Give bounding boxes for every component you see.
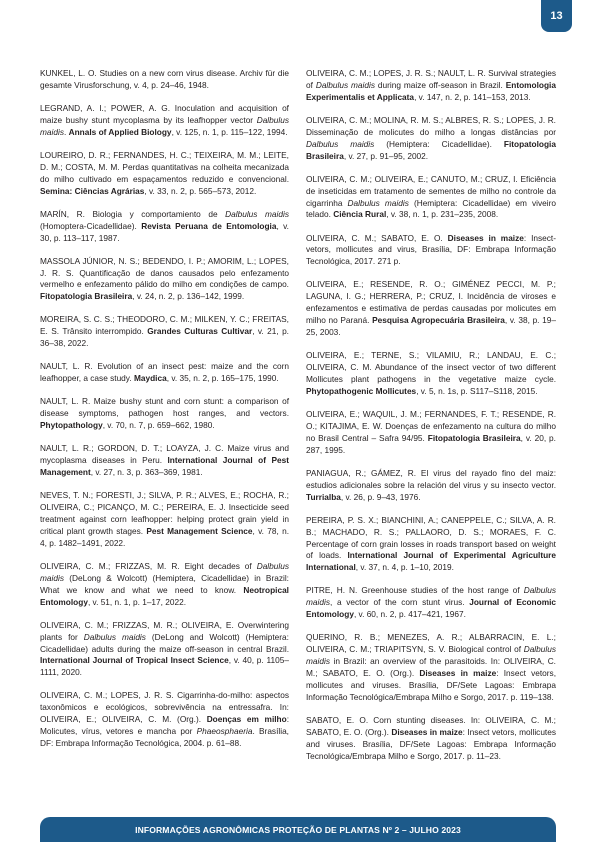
reference-text: OLIVEIRA, E.; TERNE, S.; VILAMIU, R.; LANDAU, E. C.; OLIVEIRA, C. M. Abundance of the insect vector of two different Mollicutes plant pathogens in the vegetative maize cycle. xyxy=(306,350,556,384)
reference-text: MOREIRA, S. C. S.; THEODORO, C. M.; MILKEN, Y. C.; FREITAS, E. S. Trânsito interrompido. xyxy=(40,314,289,337)
reference-text: OLIVEIRA, C. M.; SABATO, E. O. xyxy=(306,232,448,243)
reference-text: OLIVEIRA, E.; RESENDE, R. O.; GIMÉNEZ PECCI, M. P.; LAGUNA, I. G.; HERRERA, P.; CRUZ, I. Incidência de viroses e enfezamentos e estimativa de perdas causadas por molicutes em milho no Paraná. xyxy=(306,279,556,326)
reference-text: , v. 26, p. 9–43, 1976. xyxy=(340,491,421,502)
species-name: Dalbulus maidis xyxy=(83,631,146,642)
reference-text: PITRE, H. N. Greenhouse studies of the host range of xyxy=(306,585,524,596)
reference-text: OLIVEIRA, C. M.; OLIVEIRA, E.; CANUTO, M.; CRUZ, I. Eficiência de inseticidas em tratamento de sementes de milho no controle da cigarrinha xyxy=(306,173,556,208)
species-name: Dalbulus maidis xyxy=(315,79,375,90)
reference-entry xyxy=(40,103,289,139)
reference-text: LOUREIRO, D. R.; FERNANDES, H. C.; TEIXEIRA, M. M.; LEITE, D. M.; COSTA, M. M. Perdas quantitativas na colheita mecanizada do milho cultivado em espaçamentos reduzido e convencional. xyxy=(40,149,289,184)
reference-text: during maize off-season in Brazil. xyxy=(375,79,506,90)
references-left-column xyxy=(40,68,289,761)
reference-text: LEGRAND, A. I.; POWER, A. G. Inoculation and acquisition of maize bushy stunt mycoplasma by its leafhopper vector xyxy=(40,103,289,125)
reference-source-title: Turrialba xyxy=(306,491,341,502)
reference-text: OLIVEIRA, C. M.; MOLINA, R. M. S.; ALBRES, R. S.; LOPES, J. R. Disseminação de molicutes do milho a longas distâncias por xyxy=(306,114,556,137)
reference-source-title: Journal of Economic Entomology xyxy=(306,597,556,620)
reference-text: , v. 51, n. 1, p. 1–17, 2022. xyxy=(87,596,187,607)
reference-text: QUERINO, R. B.; MENEZES, A. R.; ALBARRACIN, E. L.; OLIVEIRA, C. M.; TRIAPITSYN, S. V. Biological control of xyxy=(306,632,556,655)
references-right-column xyxy=(306,68,556,774)
reference-entry xyxy=(306,174,556,222)
reference-text: , v. 5, n. 1s, p. S117–S118, 2015. xyxy=(416,385,538,396)
reference-text: OLIVEIRA, C. M.; FRIZZAS, M. R.; OLIVEIRA, E. Overwintering plants for xyxy=(40,619,289,642)
reference-text: , v. 30, p. 113–117, 1987. xyxy=(40,220,289,243)
reference-text: MARÍN, R. Biologia y comportamiento de xyxy=(40,208,226,219)
reference-entry xyxy=(306,68,556,104)
reference-text: , v. 78, n. 4, p. 1482–1491, 2022. xyxy=(40,525,290,548)
species-name: Dalbulus maidis xyxy=(225,208,289,219)
reference-source-title: Pesquisa Agropecuária Brasileira xyxy=(372,315,505,326)
reference-entry xyxy=(40,396,289,432)
reference-source-title: Diseases in maize xyxy=(419,668,497,679)
species-name: Dalbulus maidis xyxy=(40,560,289,583)
reference-entry xyxy=(40,150,289,198)
species-name: Phaeosphaeria xyxy=(196,726,253,737)
reference-text: , v. 70, n. 7, p. 659–662, 1980. xyxy=(102,420,215,431)
reference-text: , v. 60, n. 2, p. 417–421, 1967. xyxy=(353,609,466,620)
reference-entry xyxy=(306,233,556,269)
reference-text: : Insect-vetors, mollicutes and virus, Brasília, DF: Embrapa Informação Tecnológica, 2017. 271 p. xyxy=(306,232,556,267)
reference-text: , v. 37, n. 4, p. 1–10, 2019. xyxy=(355,562,454,573)
reference-text: (Hemiptera: Cicadellidae). xyxy=(374,138,504,149)
reference-entry xyxy=(306,350,556,398)
reference-text: : Insect vetors, mollicutes and viruses. Brasília, DF/Sete Lagoas: Embrapa Informação Tecnológica/Embrapa Milho e Sorgo, 2017. p. 11–23. xyxy=(306,726,556,761)
reference-text: . Brasília, DF: Embrapa Informação Tecnológica, 2004. p. 61–88. xyxy=(40,726,289,749)
reference-text: , a vector of the corn stunt virus. xyxy=(329,597,470,608)
reference-source-title: Semina: Ciências Agrárias xyxy=(40,185,145,196)
page-number: 13 xyxy=(550,10,563,22)
species-name: Dalbulus maidis xyxy=(306,644,556,667)
reference-text: SABATO, E. O. Corn stunting diseases. In: OLIVEIRA, C. M.; SABATO, E. O. (Org.). xyxy=(306,714,556,737)
reference-entry xyxy=(40,68,289,92)
reference-text: , v. 21, p. 36–38, 2022. xyxy=(40,326,289,349)
reference-entry xyxy=(40,620,289,680)
reference-text: OLIVEIRA, C. M.; LOPES, J. R. S. Cigarrinha-do-milho: aspectos taxonômicos e ecológicos, sobrevivência na entressafra. In: OLIVEIRA, E.; OLIVEIRA, C. M. (Org.). xyxy=(40,690,289,725)
species-name: Dalbulus maidis xyxy=(40,114,289,137)
reference-entry xyxy=(40,690,289,750)
reference-text: OLIVEIRA, C. M.; LOPES, J. R. S.; NAULT, L. R. Survival strategies of xyxy=(306,68,556,90)
reference-text: NEVES, T. N.; FORESTI, J.; SILVA, P. R.; ALVES, E.; ROCHA, R.; OLIVEIRA, C.; PICANÇO, M. C.; PEREIRA, E. J. Insecticide seed treatment against corn leafhopper: helping protect grain yield in critical plant growth stages. xyxy=(40,490,289,536)
reference-entry xyxy=(40,561,289,609)
reference-text: KUNKEL, L. O. Studies on a new corn virus disease. Archiv für die gesamte Virusforschung, v. 4, p. 24–46, 1948. xyxy=(40,68,289,90)
reference-text: , v. 147, n. 2, p. 141–153, 2013. xyxy=(414,91,531,102)
reference-source-title: International Journal of Experimental Agriculture International xyxy=(306,550,557,573)
reference-source-title: International Journal of Pest Management xyxy=(40,455,289,478)
reference-entry xyxy=(40,256,289,304)
reference-text: (DeLong & Wolcott) (Hemiptera, Cicadellidae) in Brazil: What we know and what we need to know. xyxy=(40,572,289,595)
page-number-tab xyxy=(541,0,572,32)
reference-source-title: Fitopatologia Brasileira xyxy=(306,138,556,161)
reference-text: , v. 33, n. 2, p. 565–573, 2012. xyxy=(144,185,257,196)
reference-text: , v. 40, p. 1105–1111, 2020. xyxy=(40,655,289,678)
reference-text: NAULT, L. R.; GORDON, D. T.; LOAYZA, J. C. Maize virus and mycoplasma diseases in Peru. xyxy=(40,443,289,466)
reference-entry xyxy=(40,361,289,385)
footer-text: INFORMAÇÕES AGRONÔMICAS PROTEÇÃO DE PLANTAS Nº 2 – JULHO 2023 xyxy=(135,824,461,835)
reference-text: . xyxy=(63,126,69,137)
reference-source-title: Annals of Applied Biology xyxy=(68,126,172,137)
reference-text: , v. 125, n. 1, p. 115–122, 1994. xyxy=(171,126,288,137)
reference-text: NAULT, L. R. Maize bushy stunt and corn stunt: a comparison of disease symptoms, pathogen host ranges, and vectors. xyxy=(40,396,289,419)
reference-entry xyxy=(306,632,556,703)
reference-text: , v. 27, n. 3, p. 363–369, 1981. xyxy=(90,467,203,478)
reference-text: , v. 38, n. 1, p. 231–235, 2008. xyxy=(386,209,499,220)
reference-text: in Brazil: an overview of the parasitoids. In: OLIVEIRA, C. M.; SABATO, E. O. (Org.). xyxy=(306,656,556,679)
reference-text: PEREIRA, P. S. X.; BIANCHINI, A.; CANEPPELE, C.; SILVA, A. R. B.; MACHADO, R. S.; PALLAORO, D. S.; MORAES, F. C. Percentage of corn grain losses in roads transport based on weight of loads. xyxy=(306,514,556,561)
reference-text: , v. 38, p. 19–25, 2003. xyxy=(306,315,556,338)
reference-source-title: Fitopatologia Brasileira xyxy=(40,291,133,302)
reference-text: (Hemiptera: Cicadellidae) em viveiro telado. xyxy=(306,197,556,220)
reference-source-title: International Journal of Tropical Insect Science xyxy=(40,655,229,666)
reference-text: NAULT, L. R. Evolution of an insect pest: maize and the corn leafhopper, a case study. xyxy=(40,361,289,384)
reference-source-title: Pest Management Science xyxy=(146,525,253,536)
reference-text: OLIVEIRA, C. M.; FRIZZAS, M. R. Eight decades of xyxy=(40,560,257,571)
species-name: Dalbulus maidis xyxy=(306,585,556,608)
reference-source-title: Revista Peruana de Entomologia xyxy=(141,220,277,231)
reference-entry xyxy=(40,209,289,245)
reference-entry xyxy=(306,468,556,504)
reference-text: OLIVEIRA, E.; WAQUIL, J. M.; FERNANDES, F. T.; RESENDE, R. O.; KITAJIMA, E. W. Doenças de enfezamento na cultura do milho no Brasil Central – Safra 94/95. xyxy=(306,408,556,443)
reference-text: (DeLong and Wolcott) (Hemiptera: Cicadellidae) adults during the maize off-season in central Brazil. xyxy=(40,631,289,654)
reference-text: , v. 24, n. 2, p. 136–142, 1999. xyxy=(132,291,245,302)
reference-entry xyxy=(306,279,556,339)
reference-source-title: Fitopatologia Brasileira xyxy=(427,432,521,443)
reference-entry xyxy=(40,314,289,350)
reference-source-title: Doenças em milho xyxy=(206,714,287,725)
species-name: Dalbulus maidis xyxy=(306,138,375,149)
reference-source-title: Phytopathogenic Mollicutes xyxy=(306,385,417,396)
reference-source-title: Grandes Culturas Cultivar xyxy=(147,326,253,337)
reference-text: PANIAGUA, R.; GÁMEZ, R. El virus del rayado fino del maiz: estudios adicionales sobre la relación del virus y su insecto vector. xyxy=(306,467,556,490)
reference-text: : Insect vetors, mollicutes and viruses. Brasília, DF/Sete Lagoas: Embrapa Informação Tecnológica/Embrapa Milho e Sorgo, 2017. p. 119–138. xyxy=(306,668,557,702)
reference-source-title: Ciência Rural xyxy=(333,209,387,220)
reference-source-title: Phytopathology xyxy=(40,420,103,431)
page-footer xyxy=(40,817,556,842)
reference-source-title: Diseases in maize xyxy=(391,726,463,737)
reference-entry xyxy=(306,715,556,763)
reference-text: (Homoptera-Cicadellidae). xyxy=(40,220,142,231)
reference-text: , v. 35, n. 2, p. 165–175, 1990. xyxy=(166,373,279,384)
reference-text: MASSOLA JÚNIOR, N. S.; BEDENDO, I. P.; AMORIM, L.; LOPES, J. R. S. Quantificação de danos causados pelo enfezamento vermelho e enfezamento pálido do milho em condições de campo. xyxy=(40,255,289,290)
species-name: Dalbulus maidis xyxy=(347,197,409,208)
reference-text: , v. 27, p. 91–95, 2002. xyxy=(343,150,429,161)
reference-text: : Molicutes, vírus, vetores e mancha por xyxy=(40,714,289,737)
reference-entry xyxy=(40,490,289,550)
reference-source-title: Entomologia Experimentalis et Applicata xyxy=(306,79,556,102)
reference-text: , v. 20, p. 287, 1995. xyxy=(306,432,556,455)
reference-source-title: Diseases in maize xyxy=(447,232,524,243)
reference-entry xyxy=(40,443,289,479)
reference-source-title: Maydica xyxy=(133,373,167,384)
reference-entry xyxy=(306,115,556,163)
reference-entry xyxy=(306,409,556,457)
reference-entry xyxy=(306,515,556,575)
reference-source-title: Neotropical Entomology xyxy=(40,584,289,607)
reference-entry xyxy=(306,585,556,621)
